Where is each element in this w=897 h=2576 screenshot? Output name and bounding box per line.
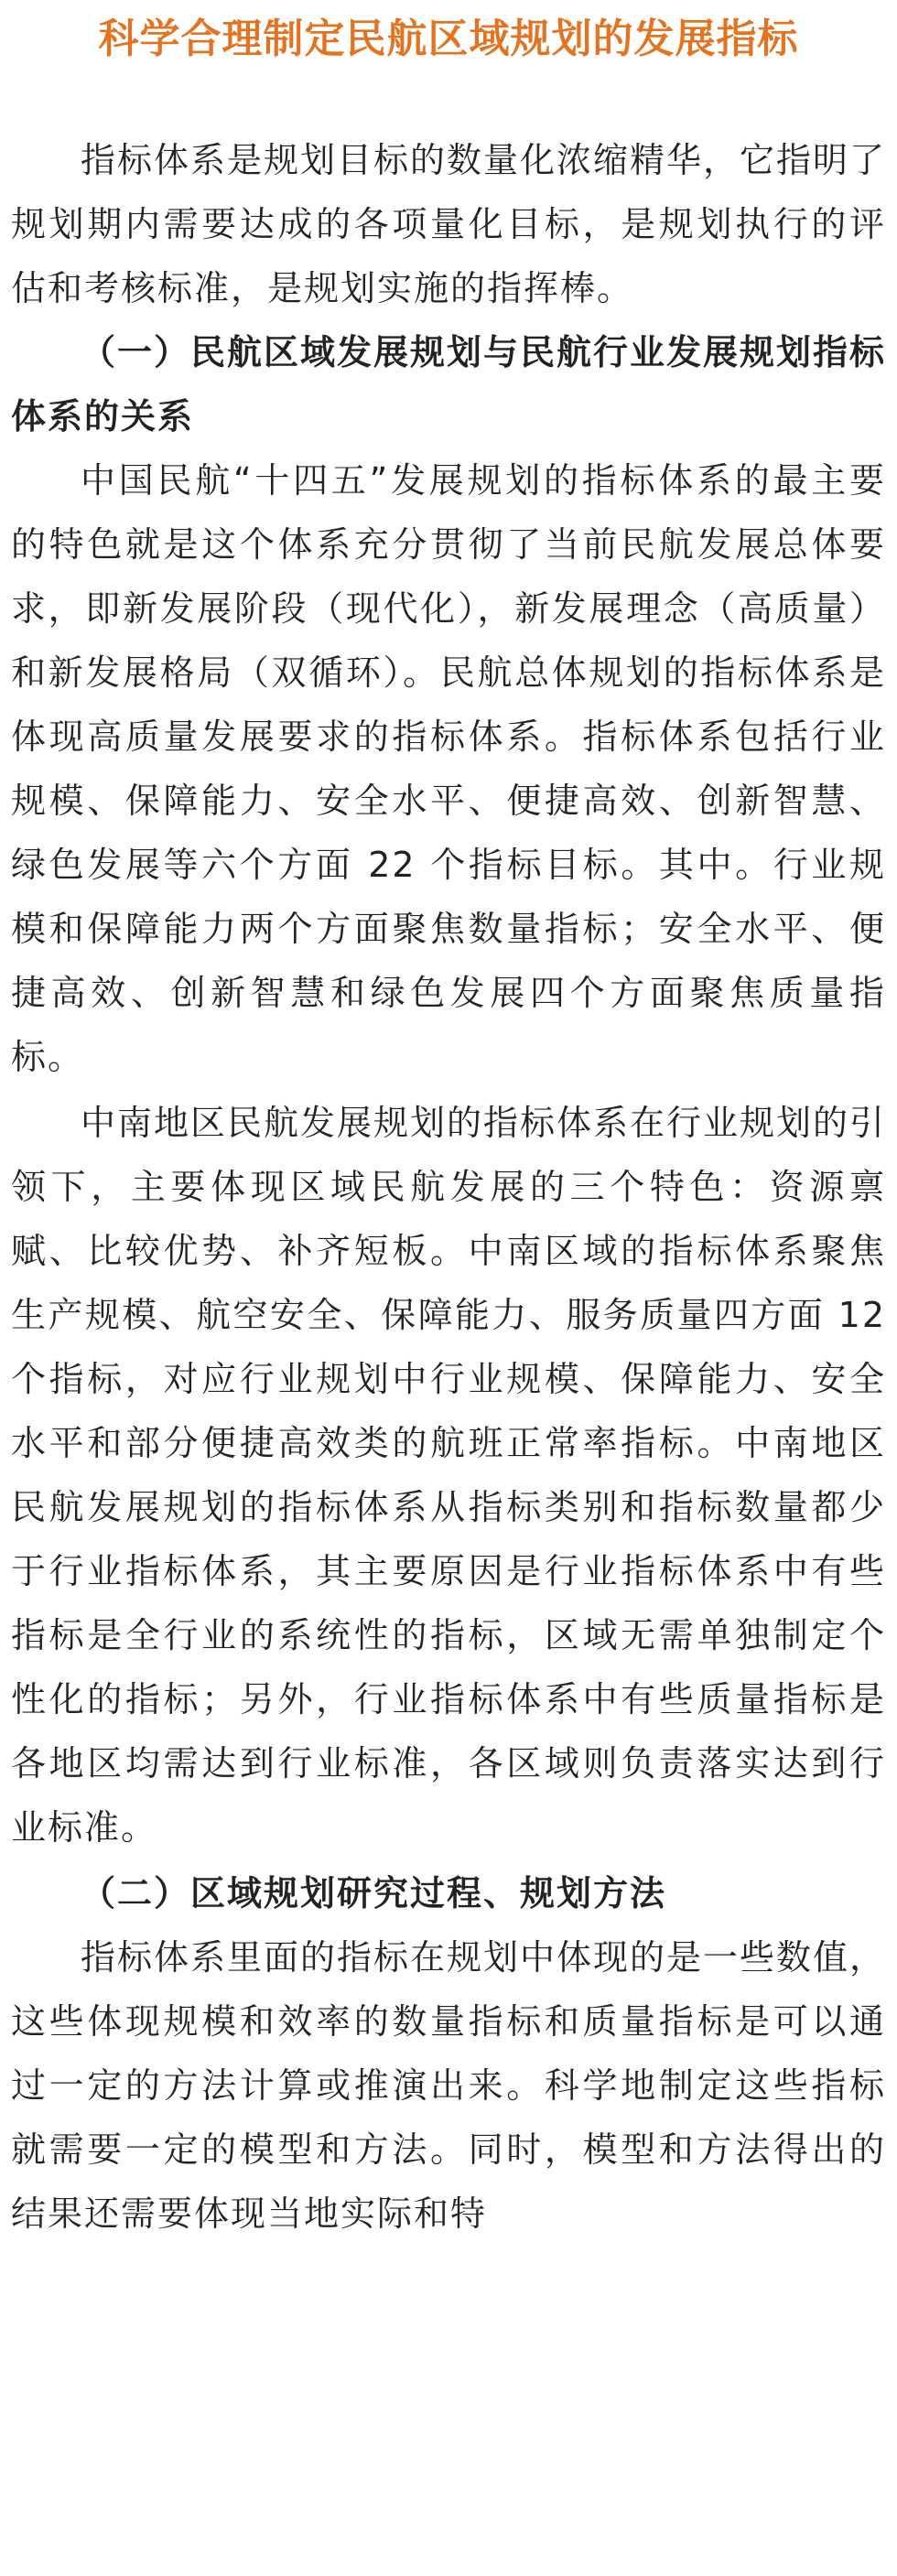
article-title: 科学合理制定民航区域规划的发展指标 <box>98 16 799 62</box>
title-spacer <box>11 71 886 128</box>
paragraph-methods: 指标体系里面的指标在规划中体现的是一些数值，这些体现规模和效率的数量指标和质量指标是可以通过一定的方法计算或推演出来。科学地制定这些指标就需要一定的模型和方法。同时，模型和方法得出的结果还需要体现当地实际和特 <box>11 1937 887 2234</box>
paragraph-central-south-plan: 中南地区民航发展规划的指标体系在行业规划的引领下，主要体现区域民航发展的三个特色：资源禀赋、比较优势、补齐短板。中南区域的指标体系聚焦生产规模、航空安全、保障能力、服务质量四方面 12 个指标，对应行业规划中行业规模、保障能力、安全水平和部分便捷高效类的航班正常率指标。中南地区民航发展规划的指标体系从指标类别和指标数量都少于行业指标体系，其主要原因是行业指标体系中有些指标是全行业的系统性的指标，区域无需单独制定个性化的指标；另外，行业指标体系中有些质量指标是各地区均需达到行业标准，各区域则负责落实达到行业标准。 <box>11 1103 887 1848</box>
intro-paragraph: 指标体系是规划目标的数量化浓缩精华，它指明了规划期内需要达成的各项量化目标，是规划执行的评估和考核标准，是规划实施的指挥棒。 <box>11 140 887 308</box>
section-heading-2: （二）区域规划研究过程、规划方法 <box>81 1873 667 1913</box>
section-heading-1: （一）民航区域发展规划与民航行业发展规划指标体系的关系 <box>11 332 887 437</box>
paragraph-national-plan: 中国民航“十四五”发展规划的指标体系的最主要的特色就是这个体系充分贯彻了当前民航发展总体要求，即新发展阶段（现代化），新发展理念（高质量）和新发展格局（双循环）。民航总体规划的指标体系是体现高质量发展要求的指标体系。指标体系包括行业规模、保障能力、安全水平、便捷高效、创新智慧、绿色发展等六个方面 22 个指标目标。其中。行业规模和保障能力两个方面聚焦数量指标；安全水平、便捷高效、创新智慧和绿色发展四个方面聚焦质量指标。 <box>11 460 886 1077</box>
